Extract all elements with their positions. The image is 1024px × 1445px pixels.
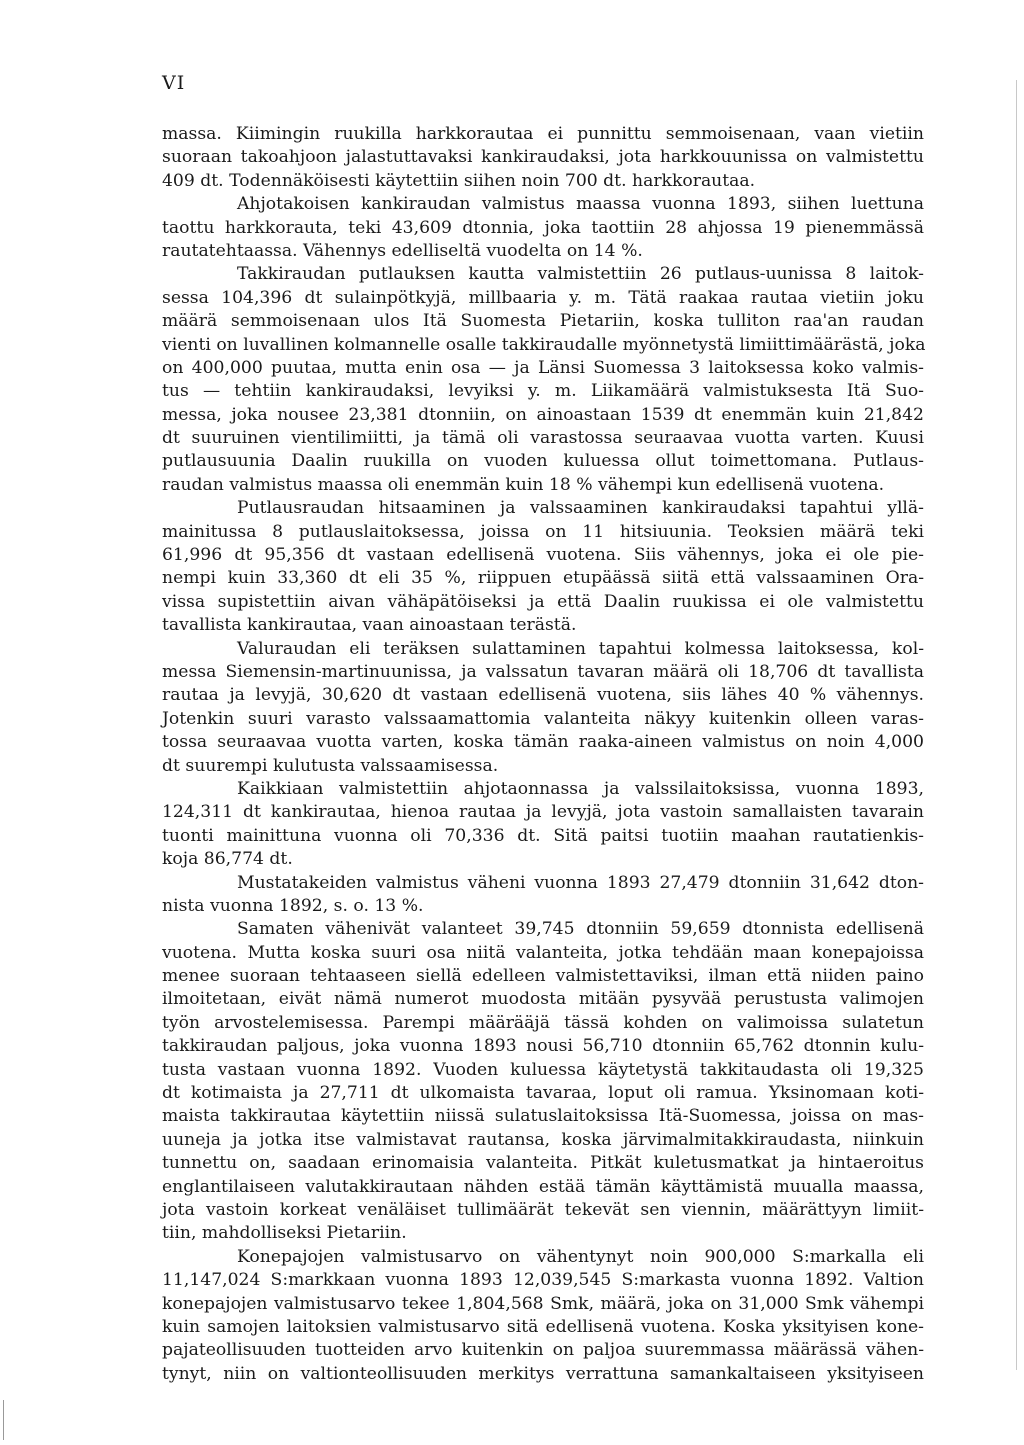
text-line: sessa 104,396 dt sulainpötkyjä, millbaaria y. m. Tätä raakaa rautaa vietiin joku	[162, 287, 924, 308]
text-line: rautaa ja levyjä, 30,620 dt vastaan edellisenä vuotena, siis lähes 40 % vähennys.	[162, 685, 924, 706]
text-line: Samaten vähenivät valanteet 39,745 dtonniin 59,659 dtonnista edellisenä	[237, 919, 924, 940]
text-line: vuotena. Mutta koska suuri osa niitä valanteita, jotka tehdään maan konepajoissa	[162, 942, 924, 963]
text-line: dt suuruinen vientilimiitti, ja tämä oli varastossa seuraavaa vuotta varten. Kuusi	[162, 428, 924, 449]
page-edge-line	[1016, 80, 1017, 1370]
text-line: tunnettu on, saadaan erinomaisia valanteita. Pitkät kuletusmatkat ja hintaeroitus	[162, 1153, 924, 1174]
text-line: ilmoitetaan, eivät nämä numerot muodosta mitään pysyvää perustusta valimojen	[162, 989, 924, 1010]
text-line: tusta vastaan vuonna 1892. Vuoden kuluessa käytetystä takkitaudasta oli 19,325	[162, 1059, 924, 1080]
text-line: jota vastoin korkeat venäläiset tullimäärät tekevät sen viennin, määrättyyn limiit-	[162, 1199, 924, 1220]
text-line: tavallista kankirautaa, vaan ainoastaan terästä.	[162, 615, 577, 636]
text-line: Mustatakeiden valmistus väheni vuonna 1893 27,479 dtonniin 31,642 dton-	[237, 872, 924, 893]
text-line: 11,147,024 S:markkaan vuonna 1893 12,039,545 S:markasta vuonna 1892. Valtion	[162, 1270, 924, 1291]
text-line: tynyt, niin on valtionteollisuuden merkitys verrattuna samankaltaiseen yksityiseen	[162, 1363, 924, 1384]
text-line: vienti on luvallinen kolmannelle osalle takkiraudalle myönnetystä limiittimäärästä, joka	[162, 334, 926, 355]
text-line: koja 86,774 dt.	[162, 849, 293, 870]
text-line: Jotenkin suuri varasto valssaamattomia valanteita näkyy kuitenkin olleen varas-	[162, 708, 924, 729]
page-edge-mark	[3, 1400, 4, 1440]
text-line: Ahjotakoisen kankiraudan valmistus maassa vuonna 1893, siihen luettuna	[237, 194, 924, 215]
text-line: messa Siemensin-martinuunissa, ja valssatun tavaran määrä oli 18,706 dt tavallista	[162, 661, 924, 682]
text-line: messa, joka nousee 23,381 dtonniin, on ainoastaan 1539 dt enemmän kuin 21,842	[162, 404, 924, 425]
text-line: työn arvostelemisessa. Parempi määrääjä tässä kohden on valimoissa sulatetun	[162, 1012, 924, 1033]
text-line: Valuraudan eli teräksen sulattaminen tapahtui kolmessa laitoksessa, kol-	[237, 638, 924, 659]
text-line: dt suurempi kulutusta valssaamisessa.	[162, 755, 499, 776]
text-line: 124,311 dt kankirautaa, hienoa rautaa ja levyjä, jota vastoin samallaisten tavarain	[162, 802, 924, 823]
body-text	[162, 123, 924, 1386]
text-line: tossa seuraavaa vuotta varten, koska tämän raaka-aineen valmistus on noin 4,000	[162, 732, 924, 753]
text-line: mainitussa 8 putlauslaitoksessa, joissa on 11 hitsiuunia. Teoksien määrä teki	[162, 521, 924, 542]
text-line: tuonti mainittuna vuonna oli 70,336 dt. Sitä paitsi tuotiin maahan rautatienkis-	[162, 825, 924, 846]
text-line: vissa supistettiin aivan vähäpätöiseksi ja että Daalin ruukissa ei ole valmistettu	[162, 591, 924, 612]
text-line: rautatehtaassa. Vähennys edelliseltä vuodelta on 14 %.	[162, 240, 643, 261]
text-line: raudan valmistus maassa oli enemmän kuin 18 % vähempi kun edellisenä vuotena.	[162, 474, 885, 495]
text-line: Konepajojen valmistusarvo on vähentynyt noin 900,000 S:markalla eli	[237, 1246, 924, 1267]
text-line: on 400,000 puutaa, mutta enin osa — ja Länsi Suomessa 3 laitoksessa koko valmis-	[162, 357, 924, 378]
text-line: englantilaiseen valutakkirautaan nähden estää tämän käyttämistä muualla maassa,	[162, 1176, 924, 1197]
text-line: menee suoraan tehtaaseen siellä edelleen valmistettaviksi, ilman että niiden paino	[162, 966, 924, 987]
text-line: kuin samojen laitoksien valmistusarvo sitä edellisenä vuotena. Koska yksityisen kone-	[162, 1316, 924, 1337]
text-line: suoraan takoahjoon jalastuttavaksi kankiraudaksi, jota harkkouunissa on valmistettu	[162, 147, 924, 168]
text-line: Putlausraudan hitsaaminen ja valssaaminen kankiraudaksi tapahtui yllä-	[237, 498, 924, 519]
text-line: 409 dt. Todennäköisesti käytettiin siihen noin 700 dt. harkkorautaa.	[162, 170, 756, 191]
text-line: määrä semmoisenaan ulos Itä Suomesta Pietariin, koska tulliton raa'an raudan	[162, 311, 924, 332]
text-line: maista takkirautaa käytettiin niissä sulatuslaitoksissa Itä-Suomessa, joissa on mas-	[162, 1106, 924, 1127]
text-line: Kaikkiaan valmistettiin ahjotaonnassa ja valssilaitoksissa, vuonna 1893,	[237, 778, 924, 799]
text-line: pajateollisuuden tuotteiden arvo kuitenkin on paljoa suuremmassa määrässä vähen-	[162, 1340, 924, 1361]
text-line: takkiraudan paljous, joka vuonna 1893 nousi 56,710 dtonniin 65,762 dtonnin kulu-	[162, 1036, 924, 1057]
text-line: dt kotimaista ja 27,711 dt ulkomaista tavaraa, loput oli ramua. Yksinomaan koti-	[162, 1083, 924, 1104]
text-line: konepajojen valmistusarvo tekee 1,804,568 Smk, määrä, joka on 31,000 Smk vähempi	[162, 1293, 924, 1314]
text-line: nempi kuin 33,360 dt eli 35 %, riippuen etupäässä siitä että valssaaminen Ora-	[162, 568, 924, 589]
text-line: uuneja ja jotka itse valmistavat rautansa, koska järvimalmitakkiraudasta, niinkuin	[162, 1129, 924, 1150]
page-number: VI	[162, 72, 186, 94]
text-line: 61,996 dt 95,356 dt vastaan edellisenä vuotena. Siis vähennys, joka ei ole pie-	[162, 545, 924, 566]
text-line: nista vuonna 1892, s. o. 13 %.	[162, 895, 424, 916]
text-line: massa. Kiimingin ruukilla harkkorautaa ei punnittu semmoisenaan, vaan vietiin	[162, 124, 924, 144]
text-line: tiin, mahdolliseksi Pietariin.	[162, 1223, 407, 1244]
text-line: putlausuunia Daalin ruukilla on vuoden kuluessa ollut toimettomana. Putlaus-	[162, 451, 924, 472]
text-line: tus — tehtiin kankiraudaksi, levyiksi y. m. Liikamäärä valmistuksesta Itä Suo-	[162, 381, 924, 402]
text-line: taottu harkkorauta, teki 43,609 dtonnia, joka taottiin 28 ahjossa 19 pienemmässä	[162, 217, 924, 238]
text-line: Takkiraudan putlauksen kautta valmistettiin 26 putlaus-uunissa 8 laitok-	[237, 264, 924, 285]
